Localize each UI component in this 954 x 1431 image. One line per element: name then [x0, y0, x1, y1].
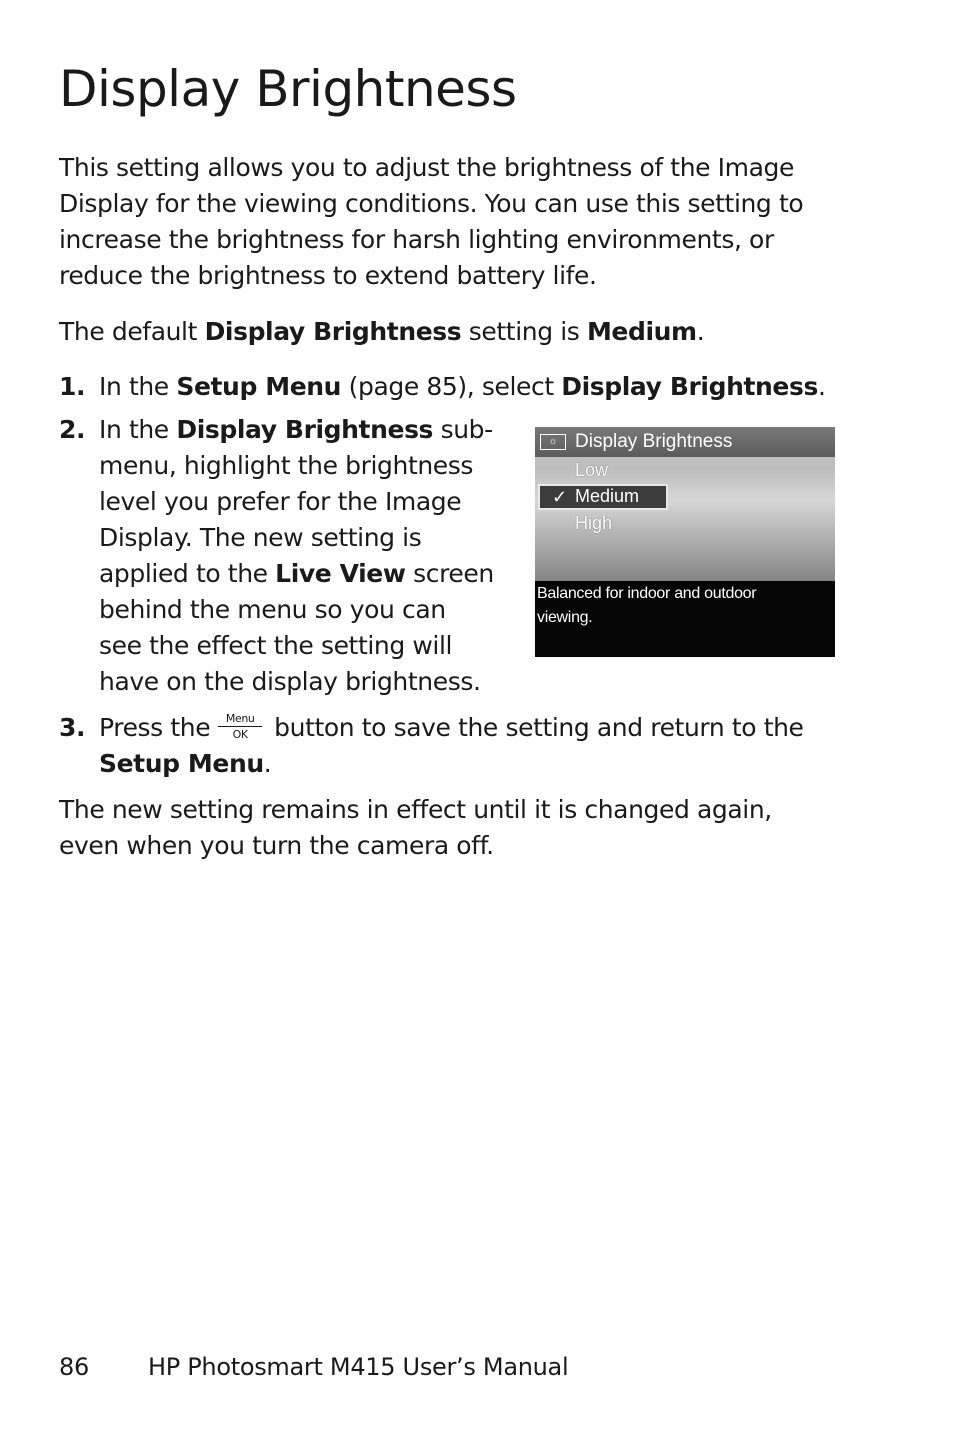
step-text	[99, 369, 826, 405]
menu-option-high: High	[575, 513, 613, 533]
step-2-suffix: screen	[405, 559, 494, 588]
step-number: 2.	[59, 415, 86, 444]
step-2-prefix: In the	[99, 415, 177, 444]
screen-header-title: Display Brightness	[575, 431, 733, 452]
default-suffix: .	[696, 317, 705, 346]
default-prefix: The default	[59, 317, 205, 346]
step-3	[59, 710, 859, 782]
menu-option-low: Low	[575, 460, 609, 480]
step-2-suffix: sub-	[433, 415, 493, 444]
help-line: Balanced for indoor and outdoor	[537, 585, 757, 602]
camera-screen-illustration	[535, 427, 835, 657]
step-2-line: menu, highlight the brightness	[99, 451, 474, 480]
step-1-prefix: In the	[99, 372, 177, 401]
step-3-period: .	[263, 749, 272, 778]
step-text	[99, 710, 804, 782]
step-2-line	[99, 556, 494, 592]
checkmark-icon: ✓	[552, 487, 568, 507]
step-1	[59, 369, 859, 405]
step-1-suffix: .	[817, 372, 826, 401]
intro-line: reduce the brightness to extend battery life.	[59, 261, 597, 290]
step-number: 1.	[59, 372, 86, 401]
step-2-line: have on the display brightness.	[99, 667, 481, 696]
step-2-prefix: applied to the	[99, 559, 276, 588]
step-2	[59, 412, 519, 702]
default-middle: setting is	[461, 317, 587, 346]
default-setting-value: Medium	[586, 317, 697, 346]
menu-ok-button-icon	[218, 712, 262, 741]
footer-page-number: 86	[59, 1353, 89, 1381]
help-line: viewing.	[537, 609, 593, 626]
step-3-line	[99, 746, 804, 782]
step-3-line	[99, 710, 804, 746]
intro-line: Display for the viewing conditions. You can use this setting to	[59, 189, 804, 218]
step-2-line: behind the menu so you can	[99, 595, 446, 624]
menu-ok-bottom-label: OK	[232, 727, 248, 741]
intro-line: This setting allows you to adjust the brightness of the Image	[59, 153, 794, 182]
step-2-menu-name: Display Brightness	[176, 415, 434, 444]
menu-option-medium: Medium	[575, 486, 640, 506]
step-3-suffix: button to save the setting and return to the	[274, 713, 804, 742]
intro-line: increase the brightness for harsh lighting environments, or	[59, 225, 774, 254]
step-2-line	[99, 412, 494, 448]
default-setting-name: Display Brightness	[204, 317, 462, 346]
default-setting-paragraph	[59, 314, 859, 350]
step-1-menu-name: Setup Menu	[176, 372, 342, 401]
menu-ok-top-label: Menu	[218, 712, 262, 727]
screen-header-bar	[535, 427, 835, 457]
closing-paragraph	[59, 792, 859, 864]
closing-line: even when you turn the camera off.	[59, 831, 494, 860]
step-text	[99, 412, 494, 700]
intro-paragraph	[59, 150, 859, 294]
footer-manual-title: HP Photosmart M415 User’s Manual	[148, 1353, 569, 1381]
closing-line: The new setting remains in effect until it is changed again,	[59, 795, 772, 824]
step-2-live-view: Live View	[275, 559, 406, 588]
step-3-prefix: Press the	[99, 713, 211, 742]
brightness-icon: ☼	[540, 434, 566, 450]
page-title: Display Brightness	[59, 60, 517, 118]
screen-help-text	[535, 581, 835, 657]
step-3-menu-name: Setup Menu	[99, 749, 264, 778]
step-2-line: Display. The new setting is	[99, 523, 422, 552]
step-number: 3.	[59, 713, 86, 742]
step-2-line: level you prefer for the Image	[99, 487, 462, 516]
step-1-target: Display Brightness	[561, 372, 818, 401]
step-2-line: see the effect the setting will	[99, 631, 453, 660]
step-1-middle: (page 85), select	[341, 372, 562, 401]
